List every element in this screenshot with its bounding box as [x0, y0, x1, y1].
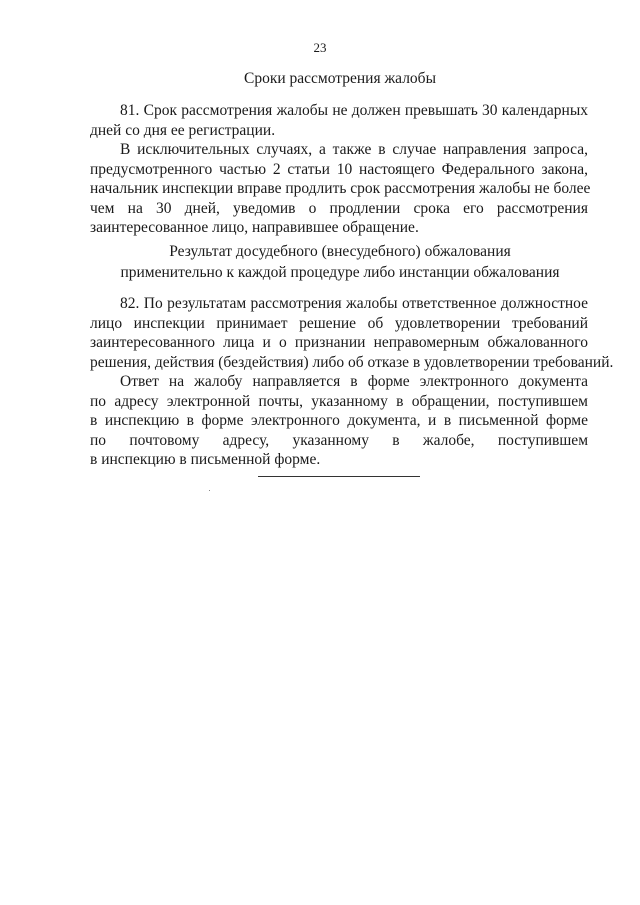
- page-number: 23: [313, 40, 327, 55]
- paragraph-line: В исключительных случаях, а также в случае направления запроса,: [120, 141, 588, 158]
- paragraph-line: заинтересованного лица и о признании неправомерным обжалованного: [90, 334, 588, 351]
- heading-line: Результат досудебного (внесудебного) обжалования: [169, 243, 511, 260]
- paragraph-line: по почтовому адресу, указанному в жалобе, поступившем: [90, 431, 588, 449]
- paragraph-line: лицо инспекции принимает решение об удовлетворении требований: [90, 314, 588, 332]
- paragraph-line: дней со дня ее регистрации.: [90, 121, 276, 139]
- end-separator-line: [258, 476, 420, 477]
- paragraph-line: Ответ на жалобу направляется в форме электронного документа: [120, 373, 588, 390]
- paragraph-82: [90, 294, 614, 372]
- scan-speck: [209, 490, 210, 491]
- paragraph-81: [90, 101, 588, 140]
- section-heading-review-terms: [90, 68, 590, 89]
- paragraph-line: предусмотренного частью 2 статьи 10 настоящего Федерального закона,: [90, 160, 588, 178]
- heading-line: Сроки рассмотрения жалобы: [244, 70, 436, 87]
- paragraph-line: решения, действия (бездействия) либо об отказе в удовлетворении требований.: [90, 353, 614, 371]
- paragraph-line: начальник инспекции вправе продлить срок рассмотрения жалобы не более: [90, 180, 591, 197]
- paragraph-response: [90, 372, 588, 470]
- heading-line: применительно к каждой процедуре либо инстанции обжалования: [120, 264, 560, 281]
- paragraph-line: в инспекцию в форме электронного документа, и в письменной форме: [90, 412, 588, 429]
- paragraph-exceptional-cases: [90, 140, 591, 238]
- paragraph-line: 82. По результатам рассмотрения жалобы ответственное должностное: [120, 295, 588, 312]
- paragraph-line: в инспекцию в письменной форме.: [90, 451, 321, 468]
- paragraph-line: по адресу электронной почты, указанному в обращении, поступившем: [90, 392, 588, 410]
- paragraph-line: 81. Срок рассмотрения жалобы не должен превышать 30 календарных: [120, 102, 588, 119]
- paragraph-line: заинтересованное лицо, направившее обращение.: [90, 219, 419, 236]
- paragraph-line: чем на 30 дней, уведомив о продлении срока его рассмотрения: [90, 199, 588, 217]
- section-heading-appeal-result: [90, 241, 590, 283]
